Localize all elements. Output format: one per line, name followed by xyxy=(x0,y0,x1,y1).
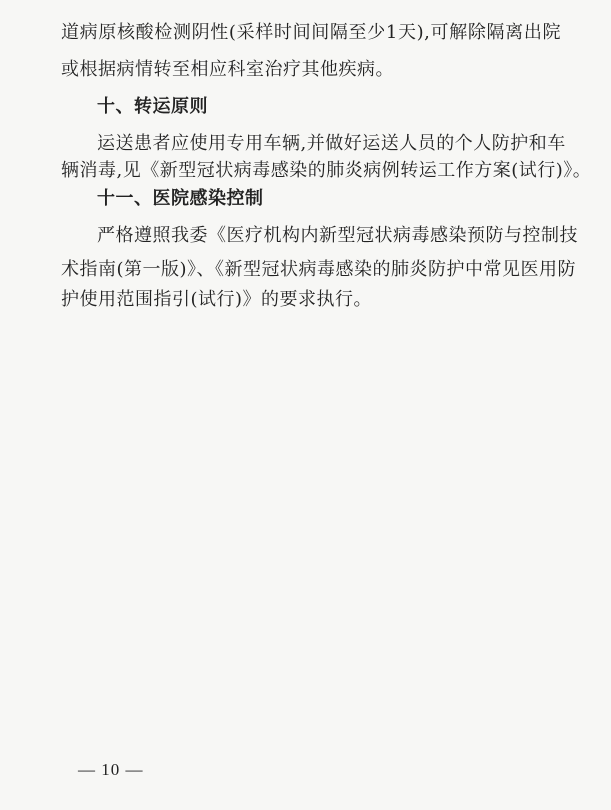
paragraph-line: 运送患者应使用专用车辆,并做好运送人员的个人防护和车 xyxy=(97,133,566,154)
paragraph-line: 或根据病情转至相应科室治疗其他疾病。 xyxy=(61,59,394,80)
paragraph-line: 道病原核酸检测阴性(采样时间间隔至少1天),可解除隔离出院 xyxy=(61,22,561,43)
section-heading-11: 十一、医院感染控制 xyxy=(97,188,264,209)
paragraph-line: 护使用范围指引(试行)》的要求执行。 xyxy=(61,289,373,310)
paragraph-line: 术指南(第一版)》、《新型冠状病毒感染的肺炎防护中常见医用防 xyxy=(61,259,577,280)
paragraph-line: 严格遵照我委《医疗机构内新型冠状病毒感染预防与控制技 xyxy=(97,225,578,246)
page-number: — 10 — xyxy=(78,760,144,779)
paragraph-line: 辆消毒,见《新型冠状病毒感染的肺炎病例转运工作方案(试行)》。 xyxy=(61,160,592,181)
section-heading-10: 十、转运原则 xyxy=(97,96,208,117)
